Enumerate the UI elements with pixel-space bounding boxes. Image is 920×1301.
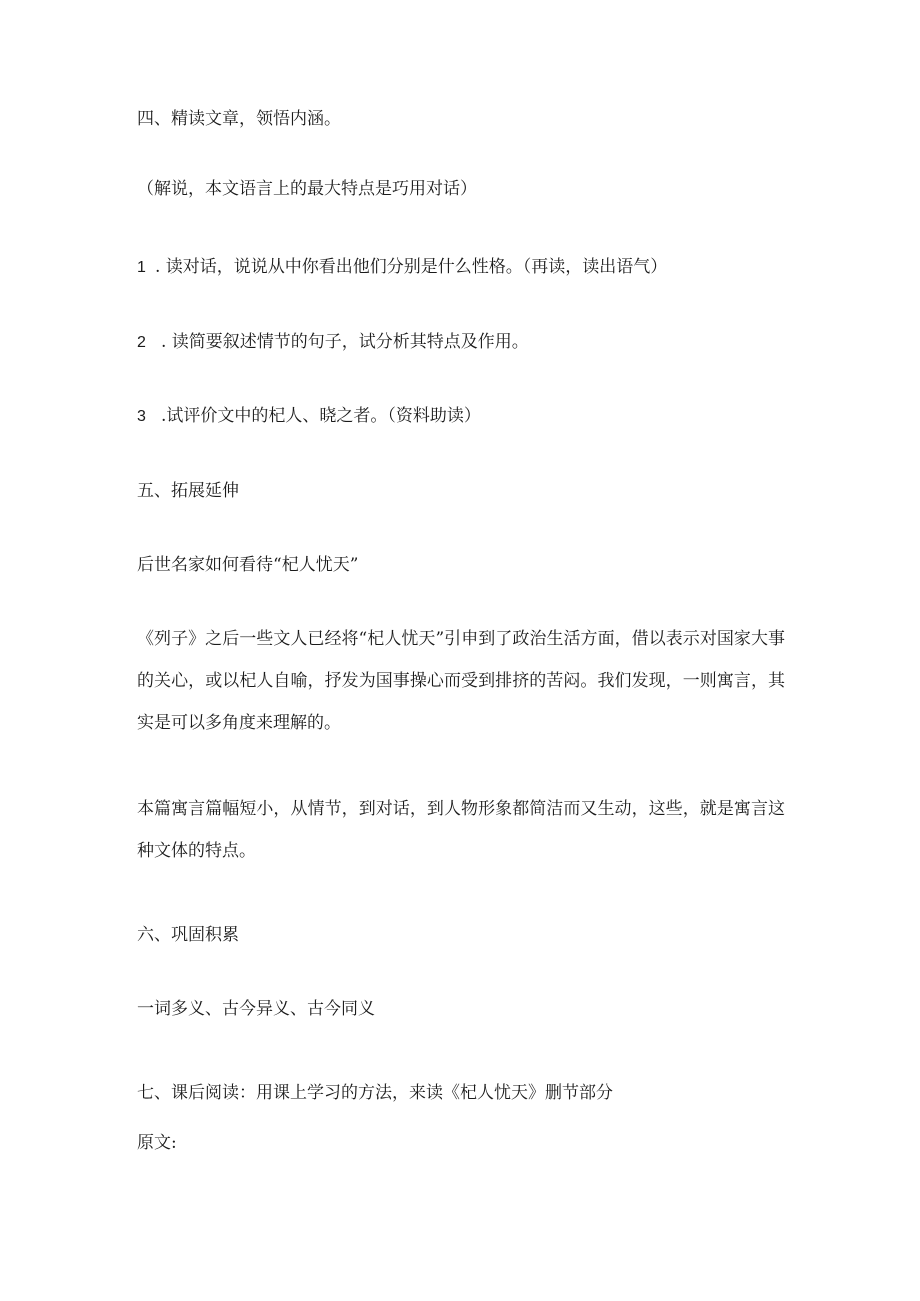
list-item-1: [137, 256, 787, 279]
section-heading-6: 六、巩固积累: [137, 925, 239, 945]
list-item-number: 3: [137, 408, 146, 425]
list-item-text: .试评价文中的杞人、晓之者。（资料助读）: [161, 406, 481, 426]
subheading-6: 一词多义、古今异义、古今同义: [137, 999, 375, 1019]
list-item-number: 1: [137, 259, 146, 276]
subheading-5: 后世名家如何看待“杞人忧天”: [137, 555, 359, 575]
paragraph-1: 《列子》之后一些文人已经将“杞人忧天”引申到了政治生活方面，借以表示对国家大事的关心，或以杞人自喻，抒发为国事操心而受到排挤的苦闷。我们发现，一则寓言，其实是可以多角度来理解的。: [137, 629, 785, 733]
list-item-number: 2: [137, 334, 146, 351]
original-text-label: 原文:: [137, 1133, 177, 1153]
list-item-text: . 读对话，说说从中你看出他们分别是什么性格。（再读，读出语气）: [155, 257, 668, 277]
paragraph-2: 本篇寓言篇幅短小，从情节，到对话，到人物形象都简洁而又生动，这些，就是寓言这种文体的特点。: [137, 799, 785, 861]
explanation-note: （解说，本文语言上的最大特点是巧用对话）: [137, 179, 477, 199]
list-item-text: . 读简要叙述情节的句子，试分析其特点及作用。: [161, 332, 529, 352]
section-heading-4: 四、精读文章，领悟内涵。: [137, 109, 341, 129]
section-heading-7: 七、课后阅读：用课上学习的方法，来读《杞人忧天》删节部分: [137, 1083, 613, 1103]
section-heading-5: 五、拓展延伸: [137, 481, 239, 501]
list-item-2: [137, 331, 787, 354]
list-item-3: [137, 405, 787, 428]
